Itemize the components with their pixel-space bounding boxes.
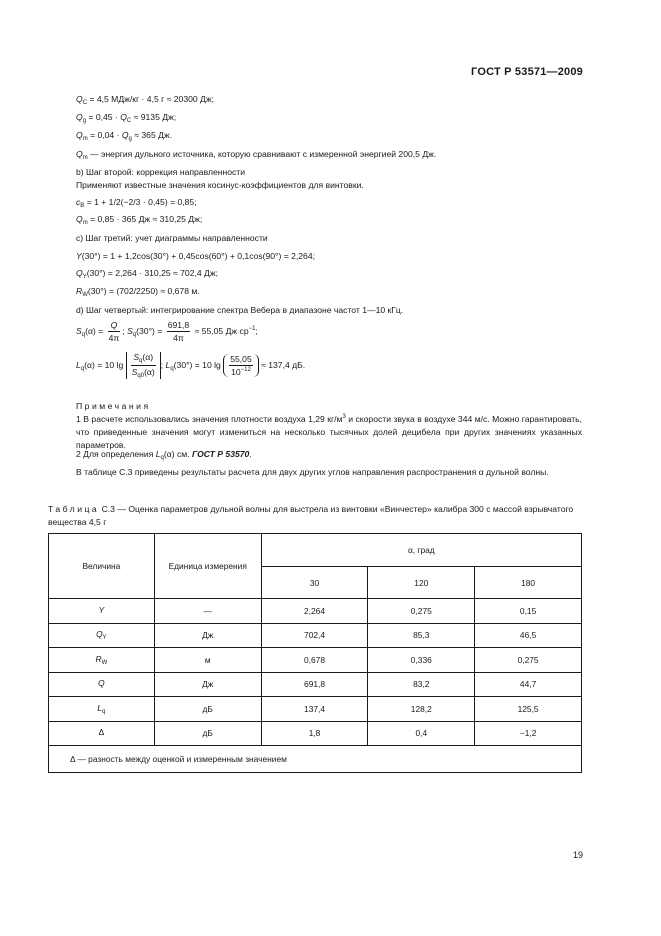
unit-cell: — [154, 599, 261, 624]
value-cell: 83,2 [368, 672, 475, 697]
table-row [49, 697, 582, 722]
angle-header: 120 [368, 567, 475, 599]
value-cell: 85,3 [368, 623, 475, 648]
quantity-cell: Q [49, 672, 155, 697]
results-table [48, 533, 582, 773]
formula-sq: $S_q(\alpha)$ = $\frac{Q}{4\pi}$ ; $S_q(30^\circ)$ = $\frac{691,8}{4\pi}$ ≈ 55,05 Дж $ср^{-1}$; [76, 320, 258, 343]
unit-cell: Дж [154, 672, 261, 697]
quantity-cell: Δ [49, 721, 155, 746]
value-cell: 0,275 [475, 648, 582, 673]
col-header-unit: Единица измерения [154, 534, 261, 599]
value-cell: 0,15 [475, 599, 582, 624]
value-cell: 46,5 [475, 623, 582, 648]
table-row [49, 623, 582, 648]
formula-qm: $Q_m = 0,04 \cdot Q_g \approx 365$ Дж. [76, 130, 173, 142]
value-cell: −1,2 [475, 721, 582, 746]
value-cell: 0,336 [368, 648, 475, 673]
formula-y30: Y(30°) = 1 + 1,2cos(30°) + 0,45cos(60°) + 0,1cos(90°) = 2,264; [76, 251, 315, 261]
quantity-cell: $L_q$ [49, 697, 155, 722]
unit-cell: дБ [154, 697, 261, 722]
table-row [49, 721, 582, 746]
angle-header: 30 [261, 567, 368, 599]
unit-cell: м [154, 648, 261, 673]
angle-header: 180 [475, 567, 582, 599]
unit-cell: Дж [154, 623, 261, 648]
formula-qy30: $Q_Y(30^\circ) = 2,264 \cdot 310,25 \approx 702,4$ Дж; [76, 268, 218, 280]
value-cell: 702,4 [261, 623, 368, 648]
quantity-cell: $R_W$ [49, 648, 155, 673]
formula-lq: $L_q(\alpha) = 10$ lg $\frac{S_q(\alpha)}{S_{q0}(\alpha)}$ ; $L_q(30^\circ) = 10$ lg $\frac{55,05}{10^{-12}}$ ≈ 137,4 дБ. [76, 352, 306, 379]
step-d-heading: d) Шаг четвертый: интегрирование спектра Вебера в диапазоне частот 1—10 кГц. [76, 305, 404, 315]
formula-qm-description: $Q_m$ — энергия дульного источника, которую сравнивают с измеренной энергией 200,5 Дж. [76, 149, 437, 161]
value-cell: 125,5 [475, 697, 582, 722]
value-cell: 137,4 [261, 697, 368, 722]
notes-heading: Примечания [76, 401, 151, 411]
value-cell: 691,8 [261, 672, 368, 697]
value-cell: 1,8 [261, 721, 368, 746]
formula-rw30: $R_W(30^\circ) = (702/2250) \approx 0,678$ м. [76, 286, 200, 298]
document-code: ГОСТ Р 53571—2009 [471, 66, 583, 78]
formula-cb: $c_B = 1 + 1/2(-2/3 \cdot 0,45) = 0,85$; [76, 197, 197, 209]
intro-paragraph: В таблице С.3 приведены результаты расчета для двух других углов направления распространения α дульной волны. [76, 467, 549, 477]
table-footnote: Δ — разность между оценкой и измеренным значением [49, 746, 582, 773]
step-c-heading: c) Шаг третий: учет диаграммы направленности [76, 233, 268, 243]
value-cell: 128,2 [368, 697, 475, 722]
value-cell: 0,275 [368, 599, 475, 624]
value-cell: 0,4 [368, 721, 475, 746]
col-header-quantity: Величина [49, 534, 155, 599]
note-1: 1 В расчете использовались значения плотности воздуха 1,29 $кг/м^3$ и скорости звука в воздухе 344 м/с. Можно гарантировать, что приведенные значения могут измениться на несколько тысячных долей децибела при других значениях указанных параметров. [76, 414, 582, 450]
value-cell: 2,264 [261, 599, 368, 624]
step-b-text: Применяют известные значения косинус-коэффициентов для винтовки. [76, 180, 364, 190]
step-b-heading: b) Шаг второй: коррекция направленности [76, 167, 246, 177]
formula-qm-corrected: $Q_m = 0,85 \cdot 365$ Дж ≈ 310,25 Дж; [76, 214, 203, 226]
unit-cell: дБ [154, 721, 261, 746]
formula-qg: $Q_g = 0,45 \cdot Q_C \approx 9135$ Дж; [76, 112, 177, 124]
table-footnote-row [49, 746, 582, 773]
quantity-cell: Y [49, 599, 155, 624]
table-row [49, 648, 582, 673]
table-row [49, 672, 582, 697]
col-header-angle: α, град [261, 534, 581, 567]
page-number: 19 [572, 850, 583, 860]
formula-qc: $Q_C = 4,5$ МДж/кг · 4,5 г ≈ 20300 Дж; [76, 94, 215, 106]
table-caption: Таблица С.3 — Оценка параметров дульной волны для выстрела из винтовки «Винчестер» калибра 300 с массой взрывчатого вещества 4,5 г [48, 504, 574, 527]
value-cell: 0,678 [261, 648, 368, 673]
table-row [49, 599, 582, 624]
value-cell: 44,7 [475, 672, 582, 697]
quantity-cell: $Q_Y$ [49, 623, 155, 648]
note-2: 2 Для определения $L_q(\alpha)$ см. ГОСТ Р 53570. [76, 449, 252, 461]
